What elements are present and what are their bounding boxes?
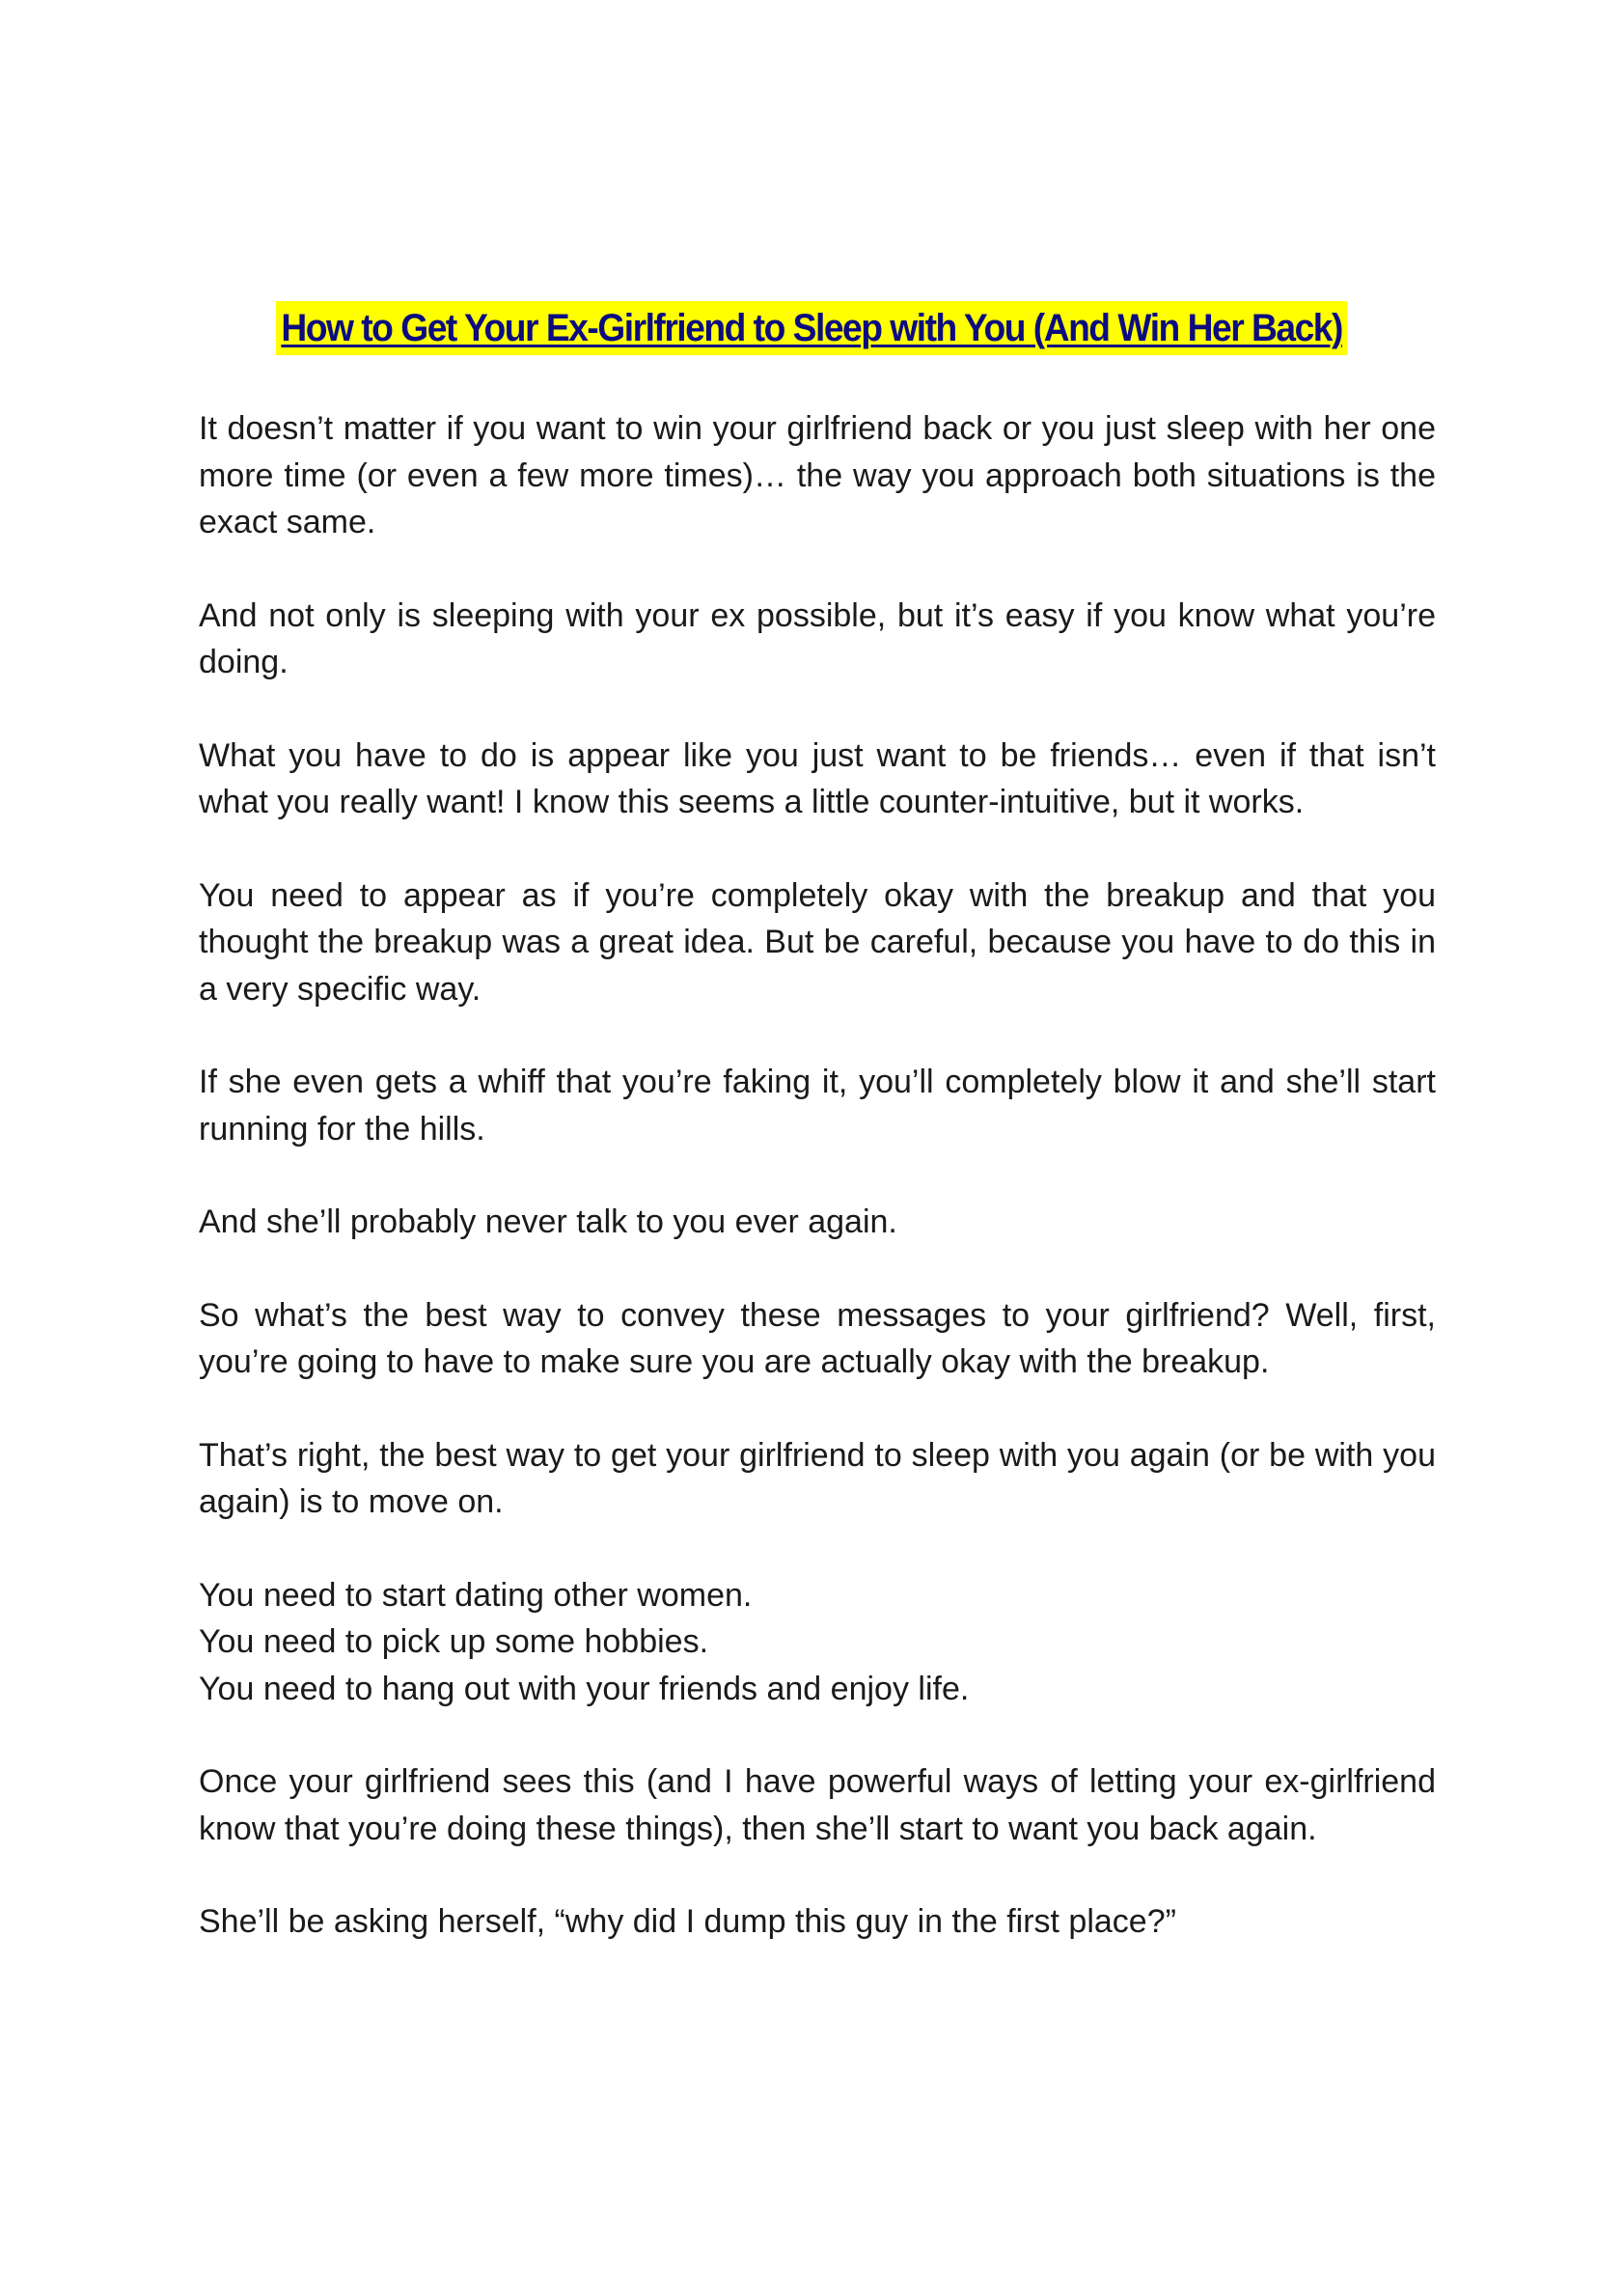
paragraph: So what’s the best way to convey these messages to your girlfriend? Well, first, you’re going to have to make sure you are actually okay with the breakup.: [199, 1296, 1436, 1380]
advice-line: You need to pick up some hobbies.: [199, 1623, 709, 1660]
paragraph: And she’ll probably never talk to you ever again.: [199, 1203, 897, 1240]
advice-line: You need to start dating other women.: [199, 1576, 753, 1614]
advice-lines: [199, 1572, 1436, 1713]
title-container: [0, 301, 1623, 355]
paragraph: Once your girlfriend sees this (and I have powerful ways of letting your ex-girlfriend know that you’re doing these things), then she’ll start to want you back again.: [199, 1763, 1436, 1847]
paragraph: If she even gets a whiff that you’re faking it, you’ll completely blow it and she’ll start running for the hills.: [199, 1064, 1436, 1148]
paragraph: You need to appear as if you’re completely okay with the breakup and that you thought the breakup was a great idea. But be careful, because you have to do this in a very specific way.: [199, 876, 1436, 1008]
paragraph: She’ll be asking herself, “why did I dump this guy in the first place?”: [199, 1903, 1176, 1940]
paragraph: And not only is sleeping with your ex possible, but it’s easy if you know what you’re doing.: [199, 596, 1436, 680]
paragraph: What you have to do is appear like you just want to be friends… even if that isn’t what you really want! I know this seems a little counter-intuitive, but it works.: [199, 736, 1436, 820]
advice-line: You need to hang out with your friends and enjoy life.: [199, 1670, 970, 1707]
document-title: How to Get Your Ex-Girlfriend to Sleep with You (And Win Her Back): [276, 301, 1348, 355]
paragraph: It doesn’t matter if you want to win your girlfriend back or you just sleep with her one more time (or even a few more times)… the way you approach both situations is the exact same.: [199, 410, 1436, 540]
document-body: [199, 405, 1436, 1992]
paragraph: That’s right, the best way to get your girlfriend to sleep with you again (or be with you again) is to move on.: [199, 1436, 1436, 1520]
